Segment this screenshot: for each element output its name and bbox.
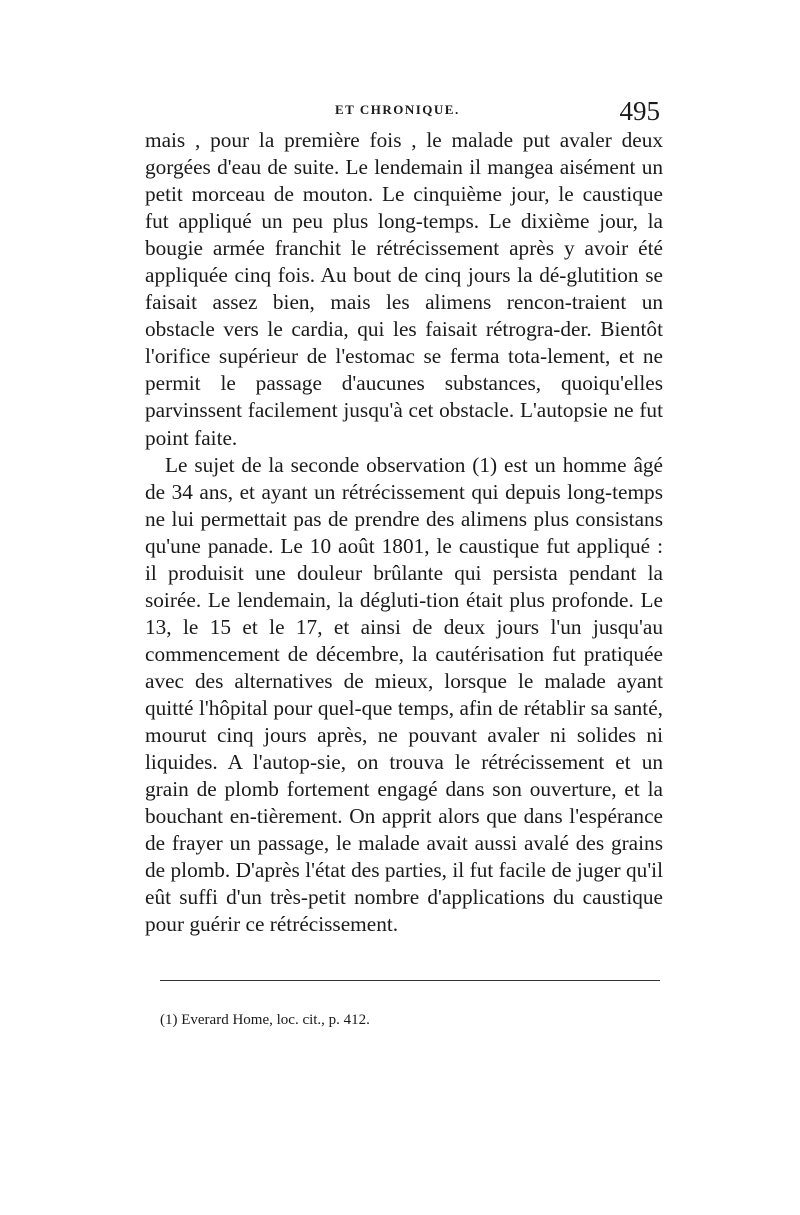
body-text bbox=[145, 127, 663, 938]
paragraph-2: Le sujet de la seconde observation (1) est un homme âgé de 34 ans, et ayant un rétrécissement qui depuis long-temps ne lui permettait pas de prendre des alimens plus consistans qu'une panade. Le 10 août 1801, le caustique fut appliqué : il produisit une douleur brûlante qui persista pendant la soirée. Le lendemain, la dégluti-tion était plus profonde. Le 13, le 15 et le 17, et ainsi de deux jours l'un jusqu'au commencement de décembre, la cautérisation fut pratiquée avec des alternatives de mieux, lorsque le malade ayant quitté l'hôpital pour quel-que temps, afin de rétablir sa santé, mourut cinq jours après, ne pouvant avaler ni solides ni liquides. A l'autop-sie, on trouva le rétrécissement et un grain de plomb fortement engagé dans son ouverture, et la bouchant en-tièrement. On apprit alors que dans l'espérance de frayer un passage, le malade avait aussi avalé des grains de plomb. D'après l'état des parties, il fut facile de juger qu'il eût suffi d'un très-petit nombre d'applications du caustique pour guérir ce rétrécissement. bbox=[145, 452, 663, 937]
running-title: ET CHRONIQUE. bbox=[335, 102, 460, 117]
paragraph-1: mais , pour la première fois , le malade put avaler deux gorgées d'eau de suite. Le lendemain il mangea aisément un petit morceau de mouton. Le cinquième jour, le caustique fut appliqué un peu plus long-temps. Le dixième jour, la bougie armée franchit le rétrécissement après y avoir été appliquée cinq fois. Au bout de cinq jours la dé-glutition se faisait assez bien, mais les alimens rencon-traient un obstacle vers le cardia, qui les faisait rétrogra-der. Bientôt l'orifice supérieur de l'estomac se ferma tota-lement, et ne permit le passage d'aucunes substances, quoiqu'elles parvinssent facilement jusqu'à cet obstacle. L'autopsie ne fut point faite. bbox=[145, 128, 663, 450]
page-number: 495 bbox=[619, 96, 660, 126]
running-head bbox=[150, 96, 670, 126]
footnote: (1) Everard Home, loc. cit., p. 412. bbox=[160, 1012, 370, 1028]
footnote-rule bbox=[160, 980, 660, 981]
